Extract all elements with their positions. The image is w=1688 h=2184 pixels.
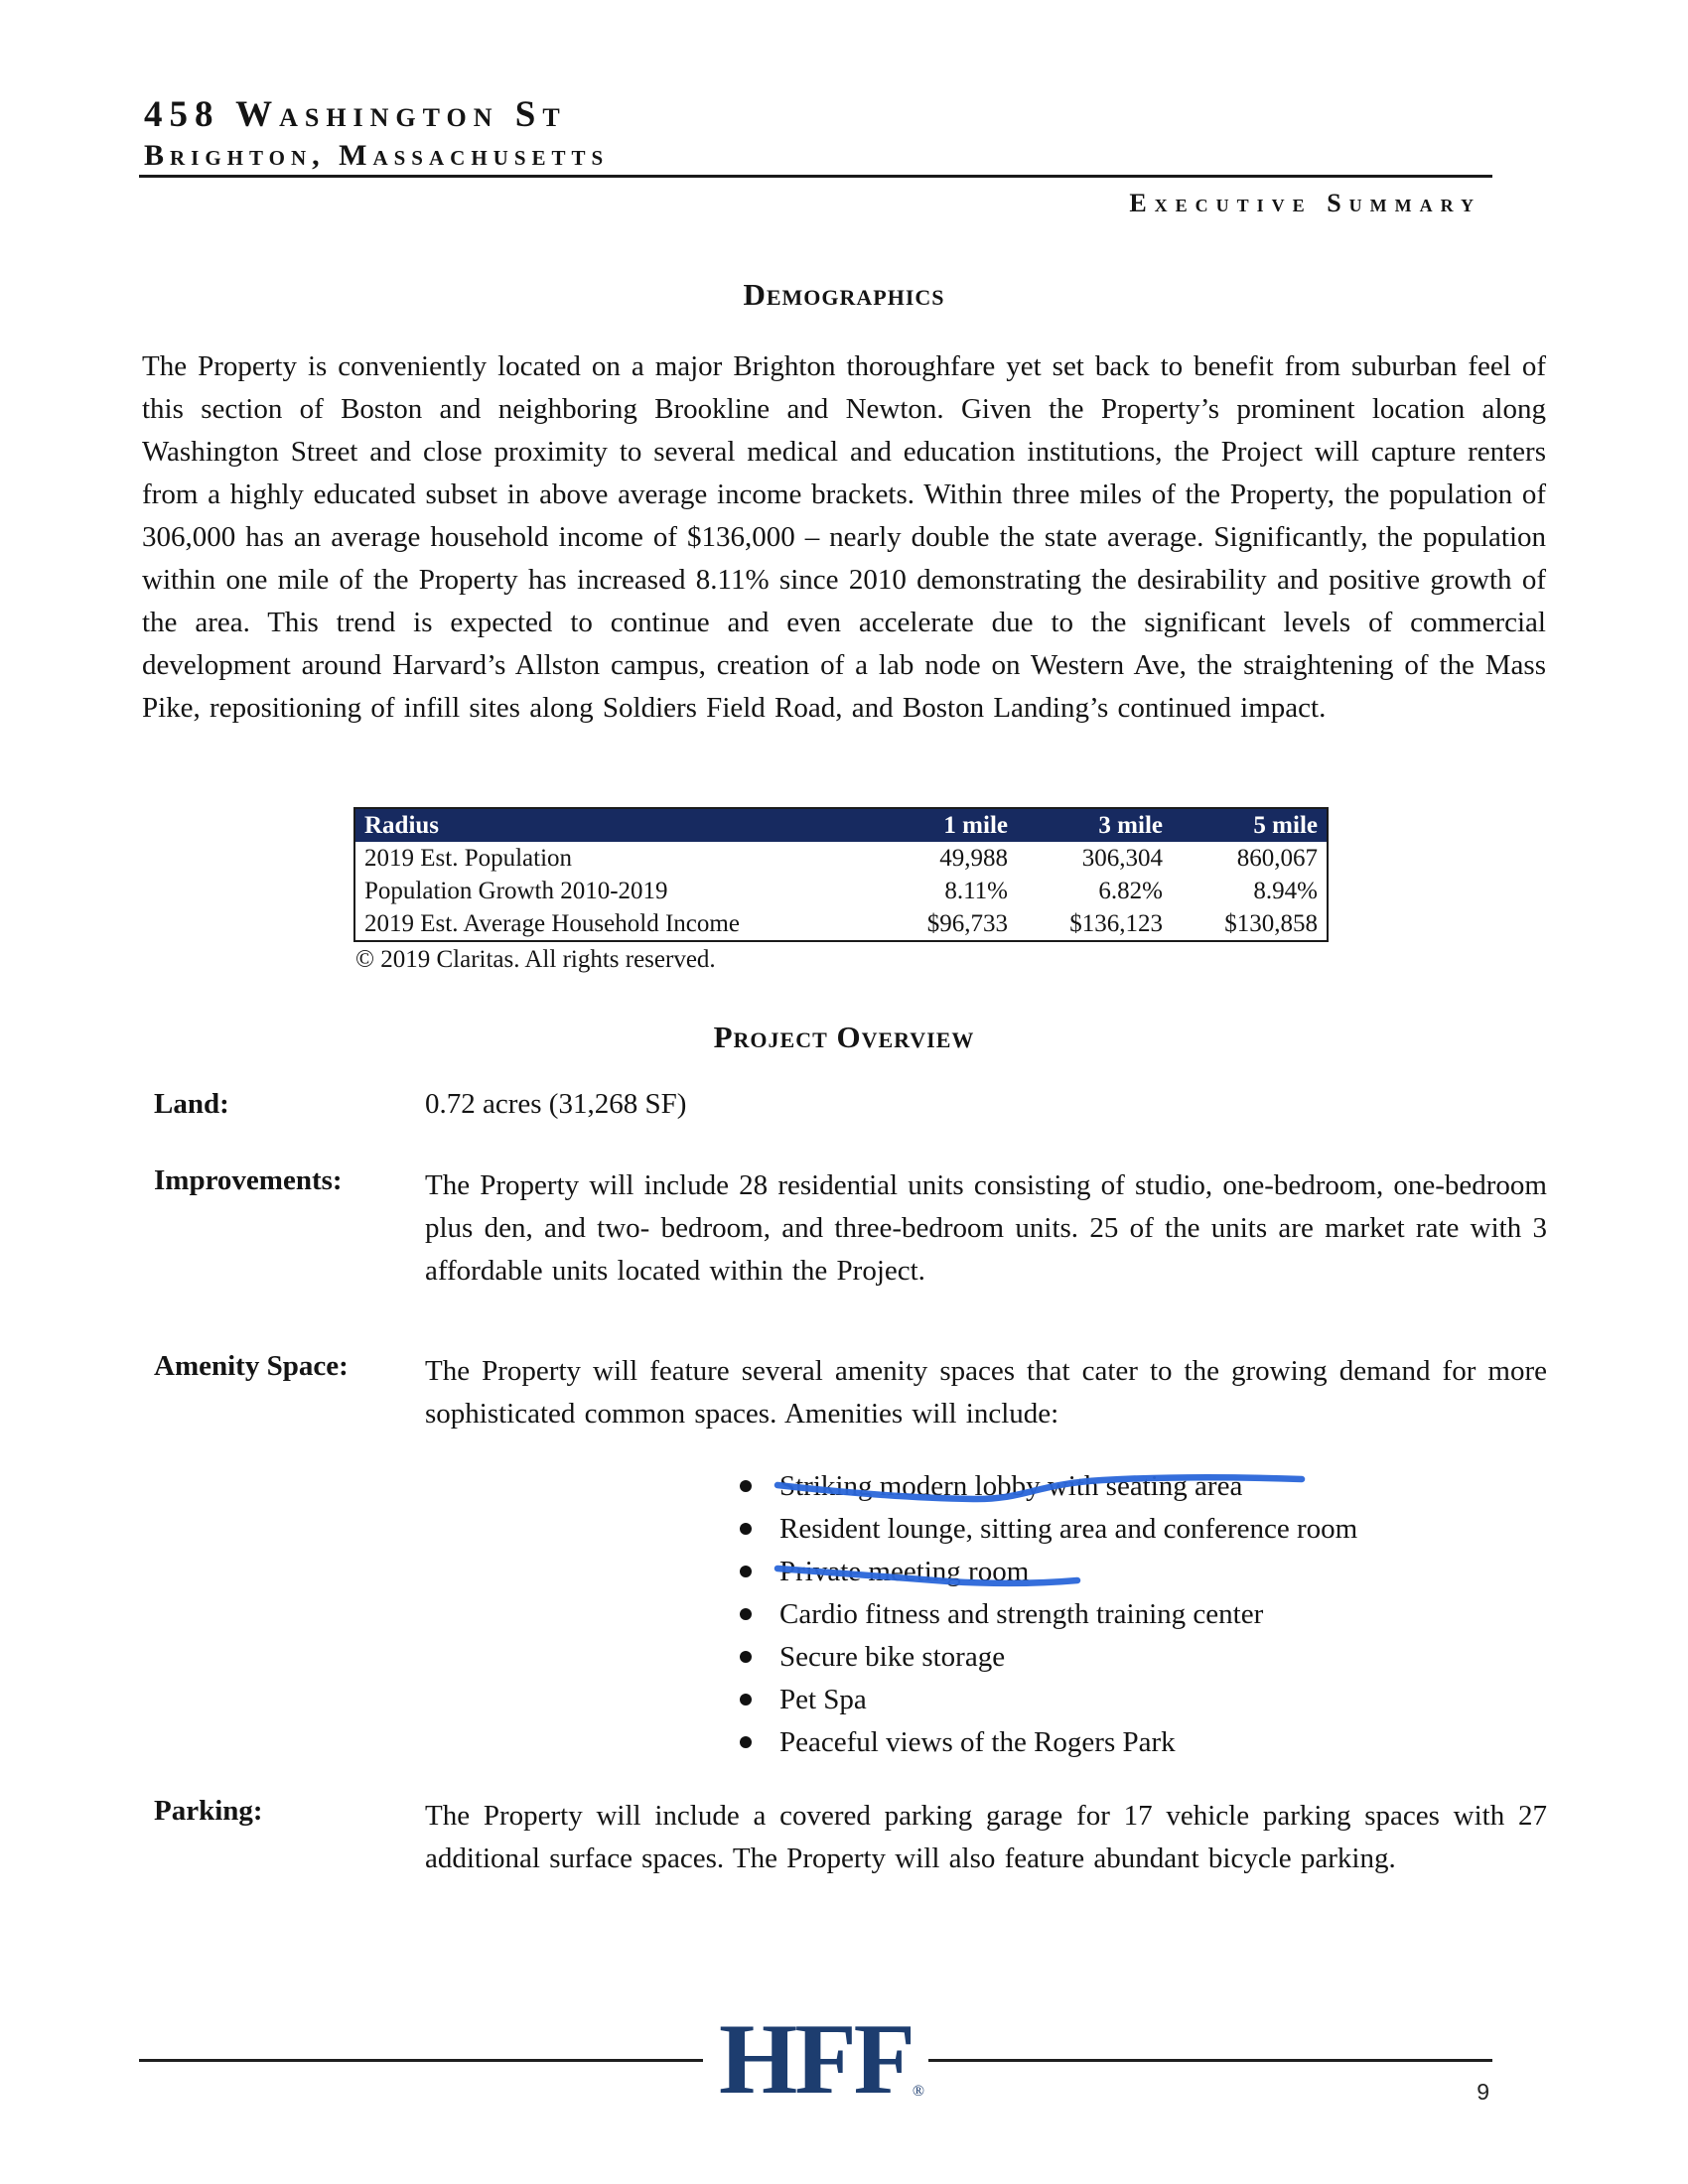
property-location-subtitle: Brighton, Massachusetts [144, 139, 610, 172]
table-row-population [354, 842, 1328, 875]
table-header-row [354, 808, 1328, 842]
hff-logo [703, 2003, 928, 2116]
improvements-text: The Property will include 28 residential units consisting of studio, one-bedroom, one-bedroom plus den, and two- bedroom, and three-bedroom units. 25 of the units are market rate with 3 affordable units located within the Project. [425, 1169, 1547, 1287]
cell-value: 6.82% [1098, 877, 1163, 904]
page-number: 9 [1477, 2079, 1489, 2105]
table-header-1mile: 1 mile [943, 811, 1008, 839]
cell-value: $130,858 [1224, 909, 1318, 937]
bullet-text: Pet Spa [779, 1684, 867, 1715]
table-row-growth [354, 875, 1328, 907]
cell-value: 49,988 [939, 844, 1008, 872]
bullet-dot-icon [740, 1566, 752, 1577]
table-row-income [354, 907, 1328, 941]
amenity-space-intro: The Property will feature several amenity spaces that cater to the growing demand for more sophisticated common spaces. Amenities will include: [425, 1355, 1547, 1430]
land-label: Land: [154, 1088, 229, 1120]
footer-rule-left [139, 2059, 703, 2062]
bullet-item [740, 1551, 1494, 1593]
project-overview-heading: Project Overview [713, 1020, 975, 1054]
bullet-text: Striking modern lobby with seating area [779, 1470, 1243, 1502]
bullet-dot-icon [740, 1523, 752, 1535]
amenity-space-label: Amenity Space: [154, 1350, 349, 1382]
table-header-5mile: 5 mile [1253, 811, 1318, 839]
cell-value: 306,304 [1081, 844, 1163, 872]
bullet-item [740, 1721, 1494, 1764]
bullet-text: Private meeting room [779, 1556, 1030, 1587]
cell-value: $136,123 [1069, 909, 1163, 937]
row-label: Population Growth 2010-2019 [364, 877, 668, 904]
bullet-dot-icon [740, 1480, 752, 1492]
bullet-text: Secure bike storage [779, 1641, 1006, 1673]
amenities-bullet-list [740, 1465, 1494, 1764]
bullet-dot-icon [740, 1736, 752, 1748]
bullet-item [740, 1679, 1494, 1721]
parking-label: Parking: [154, 1795, 263, 1827]
bullet-dot-icon [740, 1651, 752, 1663]
row-label: 2019 Est. Average Household Income [364, 909, 740, 937]
cell-value: 860,067 [1236, 844, 1318, 872]
registered-trademark-icon: ® [912, 2083, 924, 2100]
header-divider-rule [139, 175, 1492, 178]
parking-text: The Property will include a covered parking garage for 17 vehicle parking spaces with 27 additional surface spaces. The Property will also feature abundant bicycle parking. [425, 1800, 1547, 1874]
table-header-3mile: 3 mile [1098, 811, 1163, 839]
cell-value: $96,733 [926, 909, 1008, 937]
bullet-dot-icon [740, 1694, 752, 1706]
demographics-table-container [353, 807, 1329, 942]
bullet-item [740, 1508, 1494, 1551]
demographics-heading: Demographics [743, 277, 945, 312]
bullet-item [740, 1465, 1494, 1508]
cell-value: 8.94% [1253, 877, 1318, 904]
cell-value: 8.11% [944, 877, 1008, 904]
table-header-radius: Radius [364, 811, 440, 839]
demographics-table [353, 807, 1329, 942]
row-label: 2019 Est. Population [364, 844, 573, 872]
section-label-executive-summary: Executive Summary [1129, 189, 1481, 217]
bullet-item [740, 1636, 1494, 1679]
land-value: 0.72 acres (31,268 SF) [425, 1088, 687, 1120]
bullet-item [740, 1593, 1494, 1636]
demographics-paragraph: The Property is conveniently located on a major Brighton thoroughfare yet set back to benefit from suburban feel of this section of Boston and neighboring Brookline and Newton. Given the Property’s prominent location along Washington Street and close proximity to several medical and education institutions, the Project will capture renters from a highly educated subset in above average income brackets. Within three miles of the Property, the population of 306,000 has an average household income of $136,000 – nearly double the state average. Significantly, the population within one mile of the Property has increased 8.11% since 2010 demonstrating the desirability and positive growth of the area. This trend is expected to continue and even accelerate due to the significant levels of commercial development around Harvard’s Allston campus, creation of a lab node on Western Ave, the straightening of the Mass Pike, repositioning of infill sites along Soldiers Field Road, and Boston Landing’s continued impact. [142, 350, 1546, 724]
footer-rule-right [928, 2059, 1492, 2062]
property-title: 458 Washington St [144, 94, 567, 135]
bullet-text: Peaceful views of the Rogers Park [779, 1726, 1176, 1758]
hff-logo-text: HFF [719, 2003, 913, 2116]
table-copyright-footnote: © 2019 Claritas. All rights reserved. [355, 946, 716, 973]
bullet-dot-icon [740, 1608, 752, 1620]
bullet-text: Resident lounge, sitting area and conference room [779, 1513, 1358, 1545]
page-footer [139, 2003, 1492, 2116]
improvements-label: Improvements: [154, 1164, 343, 1196]
bullet-text: Cardio fitness and strength training center [779, 1598, 1264, 1630]
